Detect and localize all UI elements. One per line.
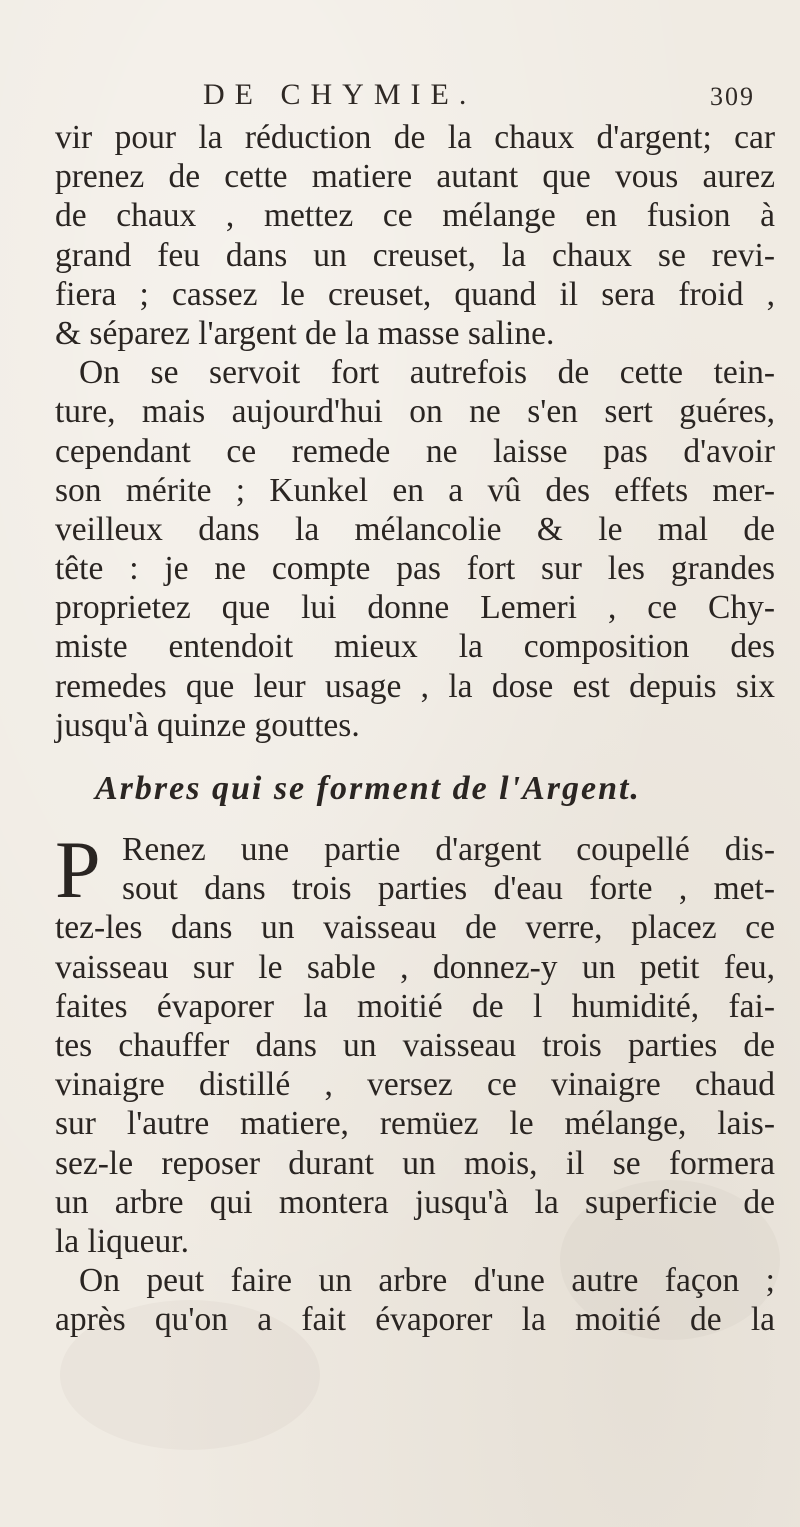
text-line: la liqueur. (55, 1222, 189, 1260)
text-line: miste entendoit mieux la composition des (55, 628, 775, 666)
text-line: un arbre qui montera jusqu'à la superficie de (55, 1183, 775, 1221)
text-line: Renez une partie d'argent coupellé dis- (122, 831, 775, 868)
text-line: tes chauffer dans un vaisseau trois parties de (55, 1026, 775, 1064)
text-line: de chaux , mettez ce mélange en fusion à (55, 197, 775, 235)
paragraph-1 (55, 118, 775, 353)
text-line: & séparez l'argent de la masse saline. (55, 314, 555, 352)
text-line: proprietez que lui donne Lemeri , ce Chy- (55, 589, 775, 627)
text-line: vaisseau sur le sable , donnez-y un petit feu, (55, 948, 775, 986)
text-line: tête : je ne compte pas fort sur les grandes (55, 550, 775, 588)
text-line: tez-les dans un vaisseau de verre, placez ce (55, 909, 775, 947)
text-line: sout dans trois parties d'eau forte , met- (122, 870, 775, 908)
text-line: vir pour la réduction de la chaux d'argent; car (55, 119, 775, 156)
text-line: remedes que leur usage , la dose est depuis six (55, 667, 775, 705)
drop-cap-block (55, 824, 775, 915)
running-head (0, 74, 800, 120)
running-title: DE CHYMIE. (203, 78, 477, 111)
text-line: vinaigre distillé , versez ce vinaigre chaud (55, 1066, 775, 1104)
text-line: ture, mais aujourd'hui on ne s'en sert guéres, (55, 393, 775, 431)
section-heading: Arbres qui se forment de l'Argent. (95, 770, 641, 807)
body-text-top (55, 118, 775, 745)
text-line: faites évaporer la moitié de l humidité, fai- (55, 987, 775, 1025)
page-number: 309 (710, 82, 755, 111)
text-line: veilleux dans la mélancolie & le mal de (55, 510, 775, 548)
text-line: jusqu'à quinze gouttes. (55, 706, 360, 744)
text-line: grand feu dans un creuset, la chaux se revi- (55, 236, 775, 274)
text-line: On se servoit fort autrefois de cette tein- (79, 354, 775, 392)
paragraph-2 (55, 353, 775, 745)
text-line: prenez de cette matiere autant que vous aurez (55, 158, 775, 196)
text-line: fiera ; cassez le creuset, quand il sera froid , (55, 275, 775, 313)
text-line: sez-le reposer durant un mois, il se formera (55, 1144, 775, 1182)
paragraph-4 (55, 1261, 775, 1339)
text-line: sur l'autre matiere, remüez le mélange, lais- (55, 1105, 775, 1143)
text-line: cependant ce remede ne laisse pas d'avoir (55, 432, 775, 470)
paragraph-3 (55, 824, 775, 1261)
drop-cap: P (55, 824, 101, 915)
text-line: son mérite ; Kunkel en a vû des effets mer- (55, 471, 775, 509)
body-text-bottom (55, 824, 775, 1339)
text-line: après qu'on a fait évaporer la moitié de la (55, 1301, 775, 1339)
text-line: On peut faire un arbre d'une autre façon ; (79, 1262, 775, 1300)
